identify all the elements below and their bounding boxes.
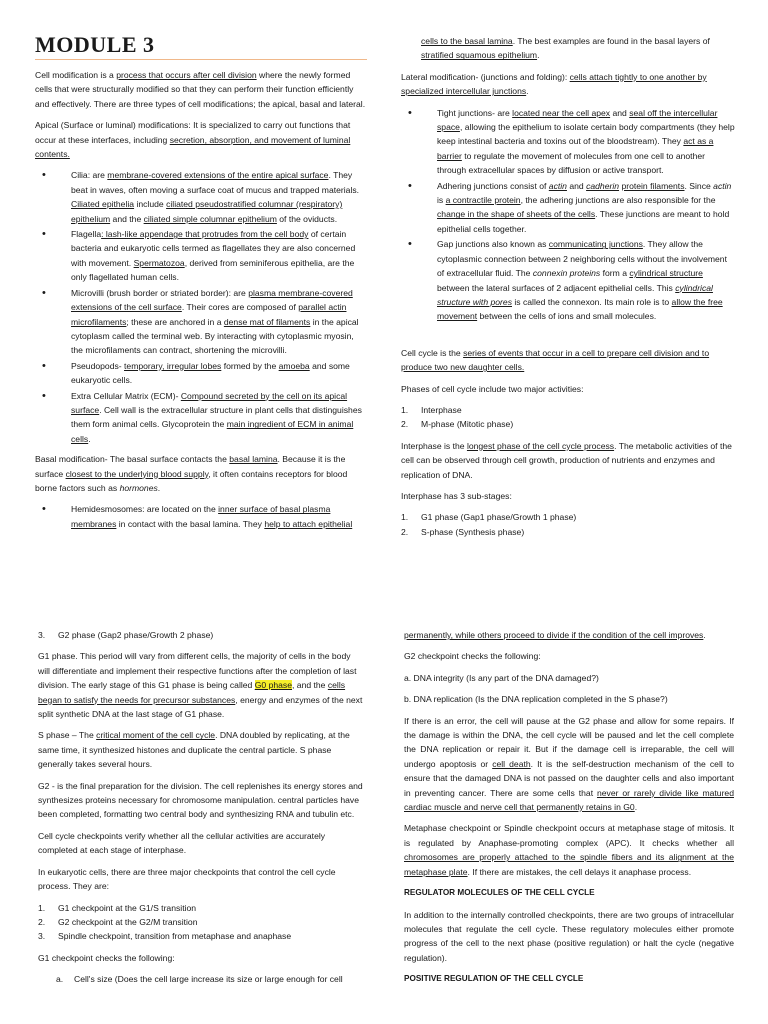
- error-paragraph: If there is an error, the cell will pause at the G2 phase and allow for some repairs. If the damage is within the DNA, the cell cycle will be paused and let the cell complete the DNA replication or repair it. But if the damage cell is irreparable, the cell will undergo apoptosis or cell death. It is the self-destruction mechanism of the cell to ensure that the damaged DNA is not passed on the daughter cells and also important in preventing cancer. There are some cells that never or rarely divide like matured cardiac muscle and nerve cell that permanently retains in G0.: [404, 715, 734, 813]
- list-item-hemidesmosomes: • Hemidesmosomes: are located on the inner surface of basal plasma membranes in contact with the basal lamina. They help to attach epithelial: [71, 502, 367, 531]
- list-item: a. Cell's size (Does the cell large increase its size or large enough for cell: [56, 974, 343, 985]
- column-top-left: [35, 33, 367, 537]
- intro-paragraph: Cell modification is a process that occurs after cell division where the newly formed cells that were structurally modified so that they can perform their function efficiently and effectively. There are three types of cell modifications; the apical, basal and lateral.: [35, 70, 366, 109]
- lateral-list: [401, 106, 735, 324]
- eukaryotic-paragraph: In eukaryotic cells, there are three major checkpoints that control the cell cycle process. They are:: [38, 866, 336, 892]
- list-item-adhering-junctions: • Adhering junctions consist of actin and cadherin protein filaments. Since actin is a contractile protein, the adhering junctions are also responsible for the change in the shape of sheets of the cells. These junctions are meant to hold epithelial cells together.: [437, 179, 735, 237]
- list-item: 3. Spindle checkpoint, transition from metaphase and anaphase: [38, 931, 292, 942]
- list-item-tight-junctions: • Tight junctions- are located near the cell apex and seal off the intercellular space, allowing the epithelium to isolate certain body compartments (they help keep intestinal bacteria and toxins out of the bloodstream). They act as a barrier to regulate the movement of molecules from one cell to another through extracellular spaces by diffusion or active transport.: [437, 106, 735, 178]
- column-top-right: [401, 34, 735, 546]
- g2-list-item: [38, 628, 364, 642]
- substages-list: [401, 510, 735, 539]
- page-title: MODULE 3: [35, 33, 367, 60]
- list-item: 2. G2 checkpoint at the G2/M transition: [38, 916, 198, 927]
- regulator-heading: REGULATOR MOLECULES OF THE CELL CYCLE: [404, 888, 595, 898]
- column-bottom-left: [38, 628, 364, 994]
- g1-checkpoint-continued: permanently, while others proceed to divide if the condition of the cell improves.: [404, 630, 706, 640]
- positive-regulation-heading: POSITIVE REGULATION OF THE CELL CYCLE: [404, 974, 584, 984]
- substages-intro: Interphase has 3 sub-stages:: [401, 490, 512, 501]
- checkpoints-list: [38, 901, 364, 944]
- list-item: 2. S-phase (Synthesis phase): [401, 526, 525, 537]
- regulator-paragraph: In addition to the internally controlled checkpoints, there are two groups of intracellular molecules that regulate the cell cycle. These regulatory molecules either promote progress of the cell to the next phase (positive regulation) or halt the cycle (negative regulation).: [404, 909, 734, 963]
- g2-checkpoint-a: a. DNA integrity (Is any part of the DNA damaged?): [404, 672, 599, 683]
- column-bottom-right: [404, 628, 734, 994]
- lateral-paragraph: Lateral modification- (junctions and folding): cells attach tightly to one another by specialized intercellular junctions.: [401, 71, 707, 97]
- hemidesmosomes-continued: cells to the basal lamina. The best examples are found in the basal layers of stratified squamous epithelium.: [421, 36, 710, 61]
- list-item: 1. G1 phase (Gap1 phase/Growth 1 phase): [401, 512, 577, 523]
- g1-checkpoint-intro: G1 checkpoint checks the following:: [38, 952, 175, 963]
- phases-list: [401, 403, 735, 432]
- basal-list: [35, 502, 367, 531]
- g2-checkpoint-intro: G2 checkpoint checks the following:: [404, 651, 541, 662]
- g2-paragraph: G2 - is the final preparation for the division. The cell replenishes its energy stores and synthesizes proteins necessary for chromosome manipulation. central particles have been completed, formatting two central body and synthesizing RNA and tubulin etc.: [38, 780, 363, 820]
- list-item-ecm: • Extra Cellular Matrix (ECM)- Compound secreted by the cell on its apical surface. Cell wall is the extracellular structure in plant cells that distinguishes them form animal cells. Glycoprotein the main ingredient of ECM in animal cells.: [71, 389, 367, 447]
- g1-checkpoint-list: [38, 972, 364, 986]
- interphase-paragraph: Interphase is the longest phase of the cell cycle process. The metabolic activities of the cell can be observed through cell growth, production of nutrients and enzymes and replication of DNA.: [401, 440, 732, 480]
- list-item-microvilli: • Microvilli (brush border or striated border): are plasma membrane-covered extensions of the cell surface. Their cores are composed of parallel actin microfilaments; these are anchored in a dense mat of filaments in the apical cytoplasm called the terminal web. By interacting with cytoplasmic myosin, the microfilaments can contract, shortening the microvilli.: [71, 286, 367, 358]
- list-item-pseudopods: • Pseudopods- temporary, irregular lobes formed by the amoeba and some eukaryotic cells.: [71, 359, 367, 388]
- s-phase-paragraph: S phase – The critical moment of the cell cycle. DNA doubled by replicating, at the same time, it synthesized histones and duplicate the central particle. S phase generally takes several hours.: [38, 730, 350, 770]
- phases-intro: Phases of cell cycle include two major activities:: [401, 383, 584, 394]
- g1-paragraph: G1 phase. This period will vary from different cells, the majority of cells in the body will differentiate and implement their respective functions after the completion of last division. The early stage of this G1 phase is being called G0 phase, and the cells began to satisfy the needs for precursor substances, energy and enzymes of the next split synthetic DNA at the last stage of G1 phase.: [38, 651, 363, 720]
- list-item-cilia: • Cilia: are membrane-covered extensions of the entire apical surface. They beat in waves, often moving a surface coat of mucus and trapped materials. Ciliated epithelia include ciliated pseudostratified columnar (respiratory) epithelium and the ciliated simple columnar epithelium of the oviducts.: [71, 168, 367, 226]
- apical-paragraph: Apical (Surface or luminal) modifications: It is specialized to carry out functions that occur at these interfaces, including secretion, absorption, and movement of luminal contents.: [35, 120, 351, 160]
- metaphase-paragraph: Metaphase checkpoint or Spindle checkpoint occurs at metaphase stage of mitosis. It is regulated by Anaphase-promoting complex (APC). It checks whether all chromosomes are properly attached to the spindle fibers and its alignment at the metaphase plate. If there are mistakes, the cell delays it anaphase process.: [404, 823, 734, 877]
- basal-paragraph: Basal modification- The basal surface contacts the basal lamina. Because it is the surface closest to the underlying blood supply, it often contains receptors for blood borne factors such as hormones.: [35, 454, 348, 493]
- list-item-gap-junctions: • Gap junctions also known as communicating junctions. They allow the cytoplasmic connection between 2 neighboring cells without the involvement of extracellular fluid. The connexin proteins form a cylindrical structure between the lateral surfaces of 2 adjacent epithelial cells. This cylindrical structure with pores is called the connexon. Its main role is to allow the free movement between the cells of ions and small molecules.: [437, 237, 735, 323]
- list-item: 1. Interphase: [401, 404, 462, 415]
- list-item-flagella: • Flagella: lash-like appendage that protrudes from the cell body of certain bacteria and eukaryotic cells termed as flagellates they are also concerned with movement. Spermatozoa, derived from seminiferous epithelia, are the only flagellated human cells.: [71, 227, 367, 285]
- list-item: 3. G2 phase (Gap2 phase/Growth 2 phase): [38, 630, 214, 640]
- cell-cycle-paragraph: Cell cycle is the series of events that occur in a cell to prepare cell division and to produce two new daughter cells.: [401, 347, 710, 373]
- list-item: 1. G1 checkpoint at the G1/S transition: [38, 902, 197, 913]
- apical-list: [35, 168, 367, 446]
- g2-checkpoint-b: b. DNA replication (Is the DNA replication completed in the S phase?): [404, 694, 668, 705]
- checkpoints-paragraph: Cell cycle checkpoints verify whether all the cellular activities are accurately completed at each stage of interphase.: [38, 830, 326, 856]
- list-item: 2. M-phase (Mitotic phase): [401, 419, 514, 430]
